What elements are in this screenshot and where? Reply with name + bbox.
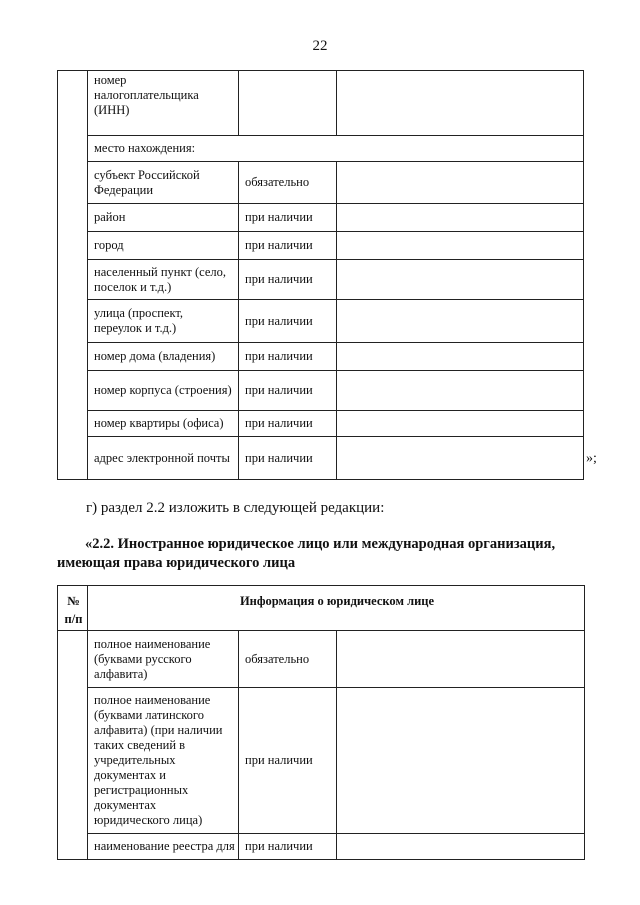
field-label: субъект Российской Федерации xyxy=(88,162,239,204)
field-label: полное наименование (буквами латинского алфавита) (при наличии таких сведений в учредительных документах и регистрационных документах юридического лица) xyxy=(88,688,239,834)
field-status: при наличии xyxy=(239,834,337,860)
field-status: при наличии xyxy=(239,232,337,260)
field-value xyxy=(337,688,585,834)
field-label-span: место нахождения: xyxy=(88,136,584,162)
field-status: при наличии xyxy=(239,343,337,371)
field-status: при наличии xyxy=(239,300,337,343)
header-number-line2: п/п xyxy=(64,612,83,626)
row-number-cell xyxy=(58,71,88,480)
field-value xyxy=(337,343,584,371)
field-label: номер дома (владения) xyxy=(88,343,239,371)
field-label: адрес электронной почты xyxy=(88,437,239,480)
field-label: район xyxy=(88,204,239,232)
field-label: город xyxy=(88,232,239,260)
field-status: при наличии xyxy=(239,371,337,411)
field-label: улица (проспект, переулок и т.д.) xyxy=(88,300,239,343)
field-label: населенный пункт (село, поселок и т.д.) xyxy=(88,260,239,300)
header-number xyxy=(58,586,88,631)
field-status: при наличии xyxy=(239,411,337,437)
field-label: полное наименование (буквами русского алфавита) xyxy=(88,631,239,688)
field-value xyxy=(337,162,584,204)
section-title-text: «2.2. Иностранное юридическое лицо или международная организация, имеющая права юридического лица xyxy=(57,536,556,571)
field-status: при наличии xyxy=(239,437,337,480)
page-number: 22 xyxy=(312,38,328,54)
row-number-cell xyxy=(58,631,88,860)
header-number-line1: № xyxy=(67,594,80,608)
header-info: Информация о юридическом лице xyxy=(88,586,585,631)
field-value xyxy=(337,204,584,232)
field-status xyxy=(239,71,337,136)
field-label: номер корпуса (строения) xyxy=(88,371,239,411)
field-label: номер налогоплательщика (ИНН) xyxy=(88,71,239,136)
field-value xyxy=(337,300,584,343)
field-value xyxy=(337,437,584,480)
field-value xyxy=(337,260,584,300)
field-status: при наличии xyxy=(239,688,337,834)
field-status: при наличии xyxy=(239,260,337,300)
section-title xyxy=(57,535,603,573)
field-value xyxy=(337,232,584,260)
field-value xyxy=(337,834,585,860)
field-label: номер квартиры (офиса) xyxy=(88,411,239,437)
amendment-paragraph: г) раздел 2.2 изложить в следующей редакции: xyxy=(86,500,385,516)
entity-info-table xyxy=(57,585,585,860)
field-value xyxy=(337,631,585,688)
field-status: при наличии xyxy=(239,204,337,232)
address-table xyxy=(57,70,584,480)
closing-quote: »; xyxy=(586,451,597,466)
field-status: обязательно xyxy=(239,631,337,688)
field-value xyxy=(337,71,584,136)
field-value xyxy=(337,411,584,437)
field-status: обязательно xyxy=(239,162,337,204)
field-label: наименование реестра для xyxy=(88,834,239,860)
field-value xyxy=(337,371,584,411)
